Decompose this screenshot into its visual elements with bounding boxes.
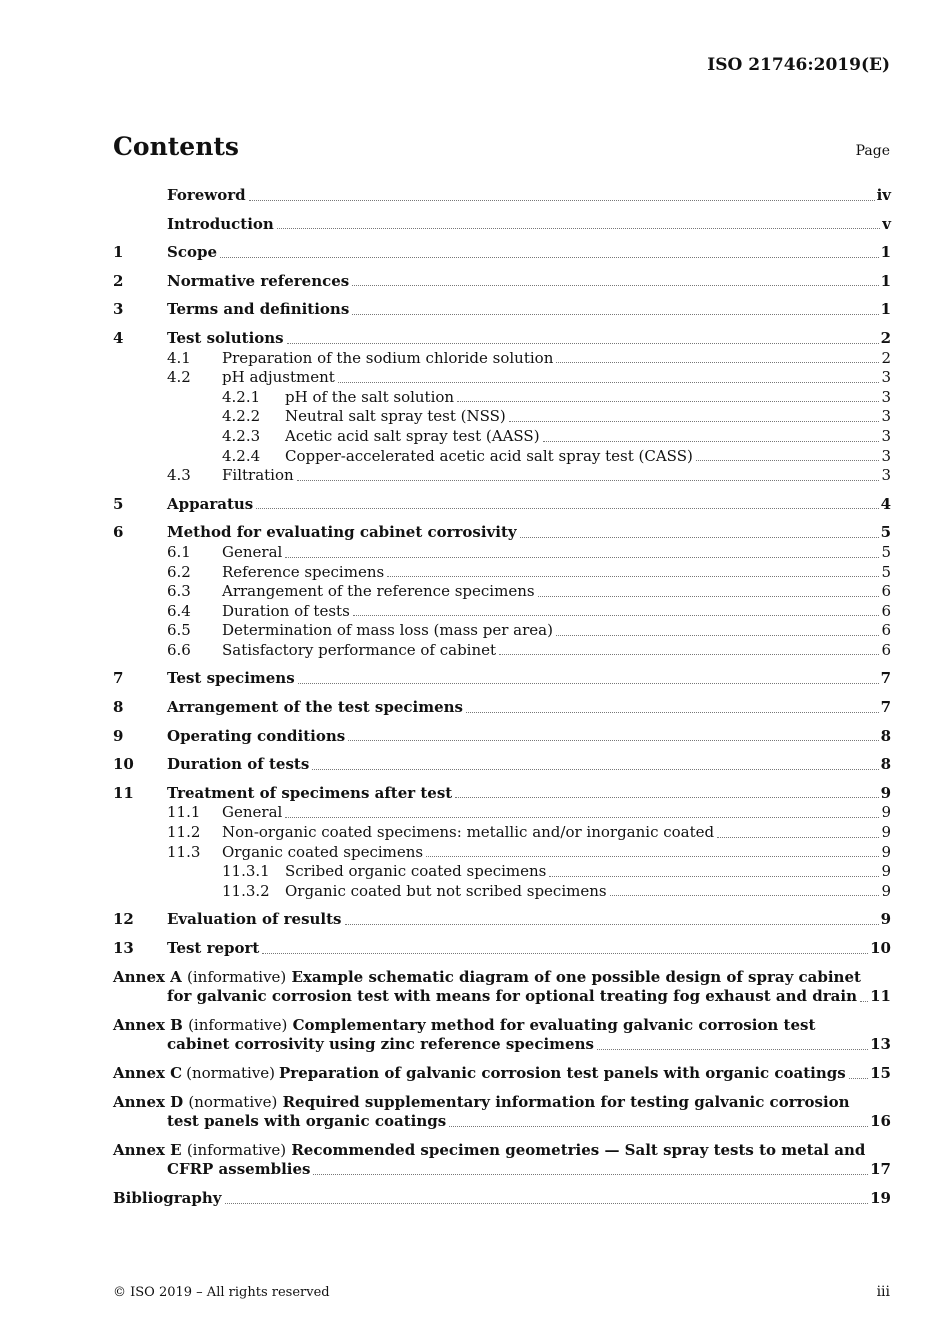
toc-entry[interactable]: [113, 755, 891, 775]
toc-entry-title: Acetic acid salt spray test (AASS): [285, 426, 540, 445]
toc-entry-title: Terms and definitions: [167, 300, 350, 319]
toc-entry-number: 6.1: [167, 542, 191, 561]
toc-entry[interactable]: [113, 495, 891, 515]
toc-entry-number: 12: [113, 910, 134, 929]
dot-leader: [338, 382, 880, 383]
dot-leader: [717, 837, 879, 838]
toc-entry-number: 7: [113, 669, 124, 688]
toc-entry-page: 6: [881, 601, 891, 620]
annex-label: Annex A: [113, 967, 182, 986]
toc-entry[interactable]: [113, 843, 891, 863]
toc-entry-number: 5: [113, 494, 124, 513]
toc-entry-number: 13: [113, 939, 134, 957]
toc-entry-number: 4.2.3: [222, 426, 261, 445]
toc-entry-number: 11.3: [167, 842, 201, 861]
toc-entry-bibliography[interactable]: [113, 1189, 891, 1209]
annex-type: (normative): [186, 1063, 276, 1082]
toc-entry-number: 6.6: [167, 640, 191, 659]
toc-entry-title: Satisfactory performance of cabinet: [222, 640, 497, 659]
toc-entry-title: Copper-accelerated acetic acid salt spray test (CASS): [285, 446, 693, 465]
annex-second-line: [113, 987, 891, 1007]
toc-entry-page: 8: [880, 726, 891, 745]
toc-entry[interactable]: [113, 523, 891, 543]
toc-entry[interactable]: [113, 368, 891, 388]
table-of-contents: [113, 186, 891, 1209]
annex-entry[interactable]: [113, 1093, 891, 1132]
toc-entry-title: Test specimens: [167, 669, 295, 688]
toc-entry-page: 2: [881, 348, 891, 367]
annex-entry[interactable]: [113, 1016, 891, 1055]
annex-title-continued: for galvanic corrosion test with means for optional treating fog exhaust and drain: [167, 987, 857, 1006]
dot-leader: [348, 740, 878, 741]
dot-leader: [287, 343, 879, 344]
annex-label: Annex C: [113, 1063, 183, 1082]
toc-entry[interactable]: [113, 543, 891, 563]
toc-entry-number: 1: [113, 243, 124, 262]
toc-entry-number: 4.2: [167, 368, 191, 387]
dot-leader: [556, 635, 880, 636]
toc-entry-number: 11.1: [167, 803, 201, 822]
toc-entry[interactable]: [113, 388, 891, 408]
dot-leader: [220, 257, 879, 258]
annex-first-line: [113, 1064, 891, 1084]
annex-title-continued: test panels with organic coatings: [167, 1112, 447, 1131]
toc-entry[interactable]: [113, 939, 891, 959]
toc-entry-number: 4: [113, 328, 124, 347]
toc-entry-title: Arrangement of the test specimens: [167, 698, 463, 717]
toc-entry[interactable]: [113, 621, 891, 641]
toc-entry[interactable]: [113, 349, 891, 369]
toc-entry[interactable]: [113, 803, 891, 823]
toc-entry-page: 9: [880, 783, 891, 802]
annex-title-continued: cabinet corrosivity using zinc reference specimens: [167, 1035, 594, 1054]
annex-title: Required supplementary information for testing galvanic corrosion: [282, 1092, 850, 1111]
toc-entry-number: 2: [113, 271, 124, 290]
toc-entry-title: Test report: [167, 939, 260, 957]
dot-leader: [262, 953, 868, 954]
dot-leader: [297, 480, 880, 481]
toc-entry[interactable]: [113, 727, 891, 747]
copyright-footer: © ISO 2019 – All rights reserved: [113, 1285, 330, 1300]
toc-entry-title: Test solutions: [167, 328, 284, 347]
toc-entry-number: 6: [113, 523, 124, 542]
annex-title-continued: CFRP assemblies: [167, 1160, 311, 1179]
dot-leader: [285, 557, 879, 558]
toc-entry[interactable]: [113, 427, 891, 447]
toc-entry-title: Arrangement of the reference specimens: [222, 582, 535, 601]
toc-entry-title: Filtration: [222, 466, 294, 485]
toc-entry[interactable]: [113, 272, 891, 292]
toc-entry[interactable]: [113, 882, 891, 902]
dot-leader: [509, 421, 880, 422]
toc-entry-title: Preparation of the sodium chloride solution: [222, 348, 554, 367]
annex-type: (normative): [188, 1092, 278, 1111]
toc-entry-title: Method for evaluating cabinet corrosivity: [167, 523, 517, 542]
toc-entry-page: 19: [870, 1188, 891, 1207]
annex-title: Preparation of galvanic corrosion test panels with organic coatings: [279, 1063, 846, 1082]
toc-entry[interactable]: [113, 186, 891, 206]
toc-entry-number: 6.3: [167, 582, 191, 601]
toc-entry-page: 1: [880, 271, 891, 290]
page-title: Contents: [113, 132, 240, 161]
toc-entry-page: v: [882, 214, 891, 233]
toc-entry-title: Treatment of specimens after test: [167, 783, 453, 802]
toc-entry-number: 4.1: [167, 348, 191, 367]
toc-entry-title: Determination of mass loss (mass per area): [222, 621, 553, 640]
dot-leader: [256, 508, 878, 509]
annex-first-line: [113, 968, 891, 988]
toc-entry-page: 1: [880, 243, 891, 262]
dot-leader: [353, 615, 880, 616]
dot-leader: [387, 576, 879, 577]
toc-entry-title: Organic coated specimens: [222, 842, 424, 861]
annex-second-line: [113, 1160, 891, 1180]
toc-entry-number: 4.2.2: [222, 407, 261, 426]
annex-label: Annex E: [113, 1140, 182, 1159]
annex-entry[interactable]: [113, 1141, 891, 1180]
toc-entry-page: 9: [880, 910, 891, 929]
toc-entry-page: 3: [881, 446, 891, 465]
annex-first-line: [113, 1141, 891, 1161]
dot-leader: [455, 797, 878, 798]
toc-entry-page: 6: [881, 582, 891, 601]
dot-leader: [449, 1126, 868, 1127]
toc-entry-number: 11.2: [167, 823, 201, 842]
toc-entry-number: 3: [113, 300, 124, 319]
toc-entry[interactable]: [113, 563, 891, 583]
toc-entry[interactable]: [113, 243, 891, 263]
toc-entry-number: 9: [113, 726, 124, 745]
toc-entry-title: pH adjustment: [222, 368, 335, 387]
toc-entry-title: Organic coated but not scribed specimens: [285, 881, 607, 900]
toc-entry-page: 5: [880, 523, 891, 542]
toc-entry-title: Normative references: [167, 271, 350, 290]
toc-entry-number: 8: [113, 698, 124, 717]
dot-leader: [285, 817, 879, 818]
toc-entry-title: Neutral salt spray test (NSS): [285, 407, 506, 426]
toc-entry-title: Duration of tests: [167, 755, 310, 774]
annex-page: 16: [870, 1112, 891, 1131]
dot-leader: [520, 537, 879, 538]
annex-label: Annex D: [113, 1092, 184, 1111]
toc-entry-title: Non-organic coated specimens: metallic and/or inorganic coated: [222, 823, 715, 842]
toc-entry-page: 3: [881, 387, 891, 406]
toc-entry[interactable]: [113, 582, 891, 602]
toc-entry-title: Bibliography: [113, 1188, 222, 1207]
annex-page: 11: [870, 987, 891, 1006]
toc-entry-title: Evaluation of results: [167, 910, 342, 929]
annex-type: (informative): [188, 1015, 288, 1034]
dot-leader: [696, 460, 880, 461]
toc-entry-page: 9: [881, 803, 891, 822]
dot-leader: [849, 1078, 868, 1079]
dot-leader: [426, 856, 879, 857]
toc-entry-page: 5: [881, 542, 891, 561]
toc-entry[interactable]: [113, 329, 891, 349]
toc-entry-number: 6.4: [167, 601, 191, 620]
toc-entry-page: 3: [881, 407, 891, 426]
toc-entry-number: 4.2.1: [222, 387, 261, 406]
toc-entry-number: 11: [113, 783, 134, 802]
toc-entry-number: 11.3.2: [222, 881, 270, 900]
dot-leader: [345, 924, 879, 925]
toc-entry-page: 3: [881, 466, 891, 485]
toc-entry-page: 8: [880, 755, 891, 774]
toc-entry-page: 9: [881, 842, 891, 861]
toc-entry-page: 3: [881, 368, 891, 387]
toc-entry-page: 9: [881, 862, 891, 881]
dot-leader: [249, 200, 875, 201]
dot-leader: [610, 895, 880, 896]
dot-leader: [597, 1049, 868, 1050]
toc-entry-title: Scribed organic coated specimens: [285, 862, 547, 881]
toc-entry[interactable]: [113, 407, 891, 427]
toc-entry-page: 6: [881, 640, 891, 659]
toc-entry-page: 7: [880, 698, 891, 717]
annex-page: 17: [870, 1160, 891, 1179]
toc-entry-title: Reference specimens: [222, 562, 385, 581]
dot-leader: [543, 441, 880, 442]
toc-entry-number: 4.3: [167, 466, 191, 485]
toc-entry[interactable]: [113, 602, 891, 622]
annex-page: 13: [870, 1035, 891, 1054]
dot-leader: [277, 228, 880, 229]
toc-entry-title: General: [222, 542, 283, 561]
toc-entry-title: General: [222, 803, 283, 822]
toc-entry-page: 9: [881, 881, 891, 900]
toc-entry-page: iv: [876, 186, 891, 204]
annex-first-line: [113, 1093, 891, 1113]
dot-leader: [312, 769, 878, 770]
toc-entry-number: 10: [113, 755, 134, 774]
annex-second-line: [113, 1035, 891, 1055]
toc-entry[interactable]: [113, 698, 891, 718]
annex-second-line: [113, 1112, 891, 1132]
annex-label: Annex B: [113, 1015, 183, 1034]
page-column-label: Page: [855, 143, 890, 159]
toc-entry-number: 6.2: [167, 562, 191, 581]
toc-entry-title: pH of the salt solution: [285, 387, 455, 406]
dot-leader: [457, 401, 879, 402]
dot-leader: [499, 654, 879, 655]
toc-entry-title: Scope: [167, 243, 218, 262]
toc-entry[interactable]: [113, 447, 891, 467]
document-id: ISO 21746:2019(E): [707, 55, 890, 75]
toc-entry-page: 7: [880, 669, 891, 688]
toc-entry[interactable]: [113, 910, 891, 930]
toc-entry-title: Duration of tests: [222, 601, 350, 620]
toc-entry-page: 6: [881, 621, 891, 640]
toc-entry[interactable]: [113, 466, 891, 486]
annex-title: Example schematic diagram of one possible design of spray cabinet: [291, 967, 861, 986]
dot-leader: [538, 596, 880, 597]
toc-entry-title: Operating conditions: [167, 726, 346, 745]
annex-entry[interactable]: [113, 1064, 891, 1084]
annex-type: (informative): [187, 967, 287, 986]
dot-leader: [352, 314, 878, 315]
dot-leader: [225, 1203, 869, 1204]
toc-entry-page: 10: [870, 939, 891, 957]
toc-entry-number: 4.2.4: [222, 446, 261, 465]
annex-type: (informative): [186, 1140, 287, 1159]
toc-entry-page: 4: [880, 494, 891, 513]
toc-entry-page: 1: [880, 300, 891, 319]
toc-entry[interactable]: [113, 784, 891, 804]
annex-title: Recommended specimen geometries — Salt spray tests to metal and: [291, 1140, 866, 1159]
toc-entry[interactable]: [113, 300, 891, 320]
toc-entry-title: Apparatus: [167, 494, 254, 513]
toc-entry-number: 11.3.1: [222, 862, 270, 881]
dot-leader: [556, 362, 879, 363]
annex-page: 15: [870, 1063, 891, 1082]
toc-entry[interactable]: [113, 862, 891, 882]
dot-leader: [352, 285, 878, 286]
page-number: iii: [876, 1284, 890, 1300]
toc-entry-title: Foreword: [167, 186, 246, 204]
dot-leader: [313, 1174, 868, 1175]
toc-entry[interactable]: [113, 823, 891, 843]
annex-title: Complementary method for evaluating galvanic corrosion test: [292, 1015, 816, 1034]
toc-entry-page: 5: [881, 562, 891, 581]
toc-entry-number: 6.5: [167, 621, 191, 640]
toc-entry-page: 9: [881, 823, 891, 842]
annex-first-line: [113, 1016, 891, 1036]
dot-leader: [298, 683, 879, 684]
toc-entry[interactable]: [113, 641, 891, 661]
dot-leader: [860, 1001, 868, 1002]
dot-leader: [549, 876, 879, 877]
dot-leader: [466, 712, 879, 713]
annex-entry[interactable]: [113, 968, 891, 1007]
toc-entry[interactable]: [113, 215, 891, 235]
toc-entry-title: Introduction: [167, 214, 274, 233]
toc-entry-page: 2: [880, 328, 891, 347]
toc-entry-page: 3: [881, 426, 891, 445]
toc-entry[interactable]: [113, 669, 891, 689]
